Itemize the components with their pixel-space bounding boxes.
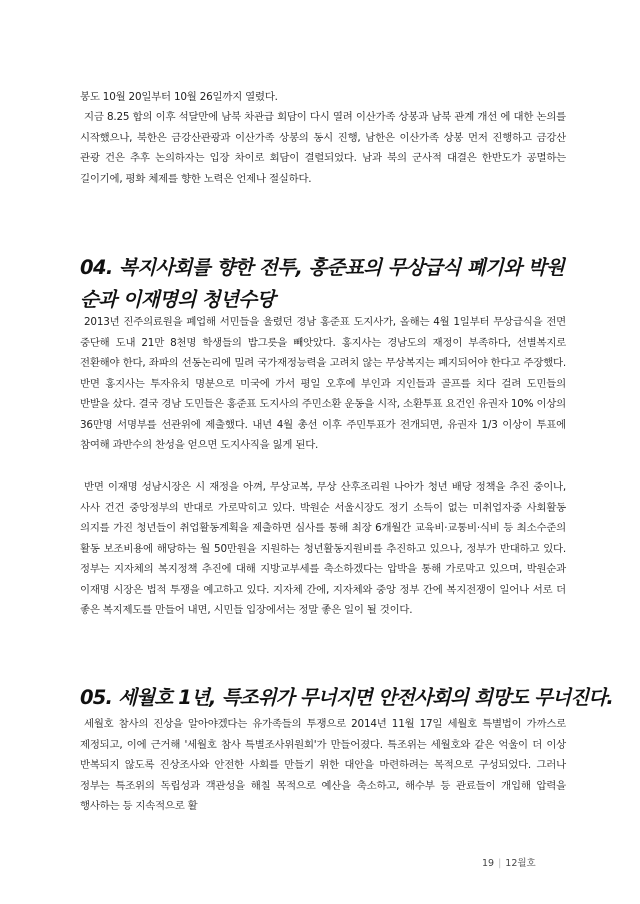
paragraph-sewol-commission: 세월호 참사의 진상을 알아야겠다는 유가족들의 투쟁으로 2014년 11월 17일 세월호 특별법이 가까스로 제정되고, 이에 근거해 '세월호 참사 특별조사위원회'가 만들어졌다. 특조위는 세월호와 같은 억울이 더 이상 반복되지 않도록 진상조사와 안전한 사회를 만들기 위한 대안을 마련하려는 목적으로 구성되었다. 그러나 정부는 특조위의 독립성과 객관성을 해칠 목적으로 예산을 축소하고, 해수부 등 관료들이 개입해 압력을 행사하는 등 지속적으로 활 — [80, 718, 566, 812]
issue-label: 12월호 — [505, 858, 536, 869]
page-footer — [482, 855, 536, 869]
paragraph-intro-continuation: 봉도 10월 20일부터 10월 26일까지 열렸다. — [80, 91, 278, 103]
paragraph-free-lunch: 2013년 진주의료원을 폐업해 서민들을 울렸던 경남 홍준표 도지사가, 올해는 4월 1일부터 무상급식을 전면 중단해 도내 21만 8천명 학생들의 밥그릇을 빼앗았다. 홍지사는 경남도의 재정이 부족하다, 선별복지로 전환해야 한다, 좌파의 선동논리에 밀려 국가재정능력을 고려치 않는 무상복지는 폐지되어야 한다고 주장했다. 반면 홍지사는 투자유치 명분으로 미국에 가서 평일 오후에 부인과 지인들과 골프를 치다 걸려 도민들의 반발을 샀다. 결국 경남 도민들은 홍준표 도지사의 주민소환 운동을 시작, 소환투표 요건인 유권자 10% 이상의 36만명 서명부를 선관위에 제출했다. 내년 4월 총선 이후 주민투표가 전개되면, 유권자 1/3 이상이 투표에 참여해 과반수의 찬성을 얻으면 도지사직을 잃게 된다. — [80, 316, 566, 451]
section-heading-05: 05. 세월호 1년, 특조위가 무너지면 안전사회의 희망도 무너진다. — [80, 686, 613, 709]
paragraph-inter-korean-talks: 지금 8.25 합의 이후 석달만에 남북 차관급 회담이 다시 열려 이산가족 상봉과 남북 관계 개선 에 대한 논의를 시작했으나, 북한은 금강산관광과 이산가족 상봉의 동시 진행, 남한은 이산가족 상봉 먼저 진행하고 금강산 관광 건은 추후 논의하자는 입장 차이로 회담이 결렬되었다. 남과 북의 군사적 대결은 한반도가 공멸하는 길이기에, 평화 체제를 향한 노력은 언제나 절실하다. — [80, 111, 566, 185]
footer-separator: | — [498, 858, 502, 869]
page-number: 19 — [482, 858, 495, 869]
section-heading-04: 04. 복지사회를 향한 전투, 홍준표의 무상급식 폐기와 박원순과 이재명의 청년수당 — [80, 256, 565, 311]
paragraph-youth-allowance: 반면 이재명 성남시장은 시 재정을 아껴, 무상교복, 무상 산후조리원 나아가 청년 배당 정책을 추진 중이나, 사사 건건 중앙정부의 반대로 가로막히고 있다. 박원순 서울시장도 정기 소득이 없는 미취업자중 사회활동 의지를 가진 청년들이 취업활동계획을 제출하면 심사를 통해 최장 6개월간 교육비·교통비·식비 등 최소수준의 활동 보조비용에 해당하는 월 50만원을 지원하는 청년활동지원비를 추진하고 있으나, 정부가 반대하고 있다. 정부는 지자체의 복지정책 추진에 대해 지방교부세를 축소하겠다는 압박을 통해 가로막고 있으며, 박원순과 이재명 시장은 법적 투쟁을 예고하고 있다. 지자체 간에, 지자체와 중앙 정부 간에 복지전쟁이 일어나 서로 더 좋은 복지제도를 만들어 내면, 시민들 입장에서는 정말 좋은 일이 될 것이다. — [80, 481, 566, 616]
